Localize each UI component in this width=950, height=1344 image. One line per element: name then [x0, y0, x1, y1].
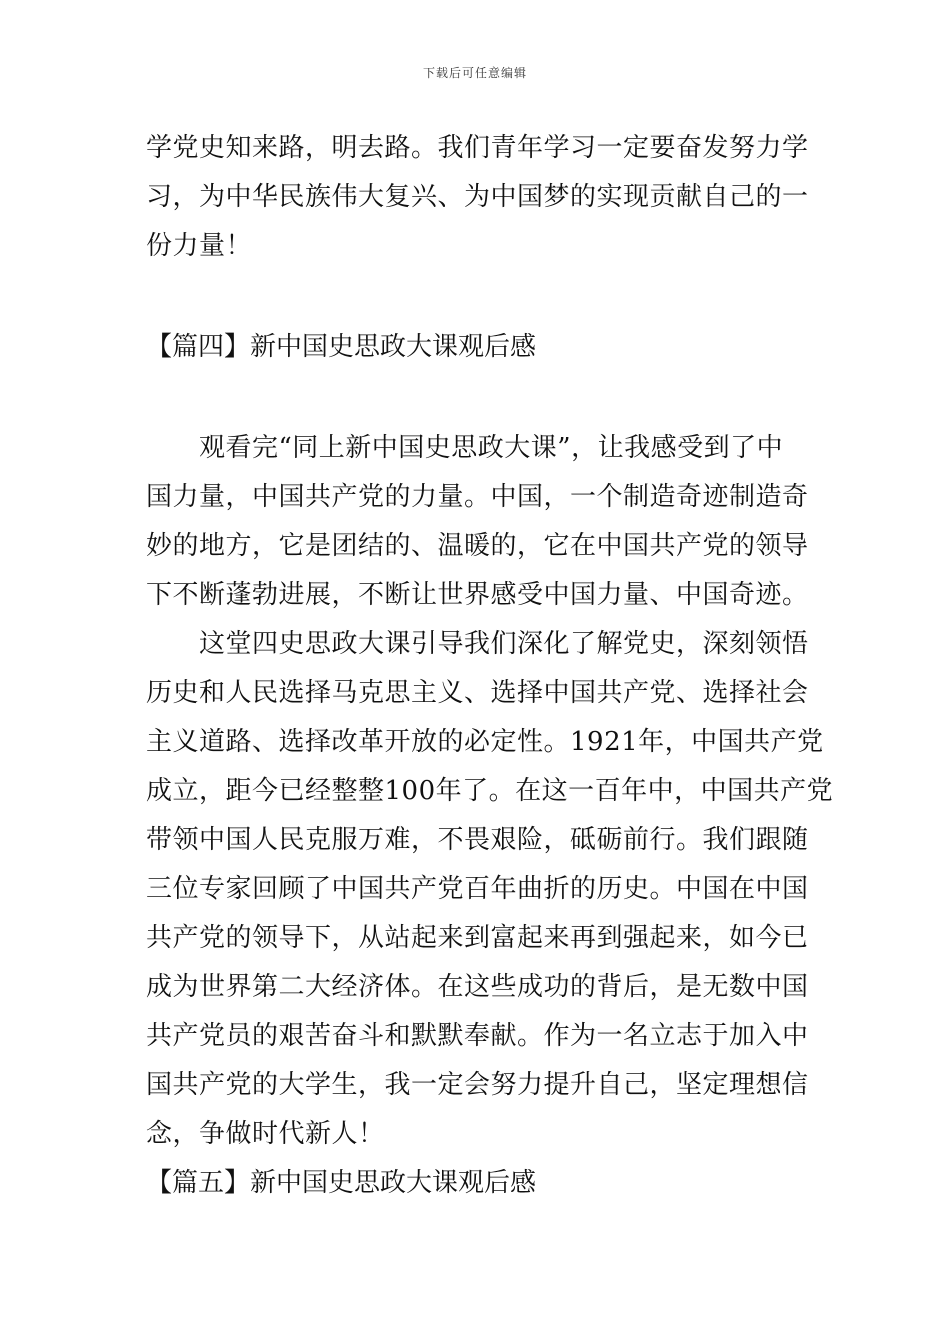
- paragraph-line: 三位专家回顾了中国共产党百年曲折的历史。中国在中国: [146, 874, 809, 904]
- paragraph-line: 份力量！: [146, 231, 253, 261]
- paragraph-line: 成为世界第二大经济体。在这些成功的背后，是无数中国: [146, 972, 809, 1002]
- paragraph-line: 念，争做时代新人！: [146, 1119, 385, 1149]
- section-5-title: 【篇五】新中国史思政大课观后感: [146, 1168, 537, 1198]
- paragraph-line: 国力量，中国共产党的力量。中国，一个制造奇迹制造奇: [146, 482, 809, 512]
- section-4-paragraph-1: [146, 424, 809, 620]
- paragraph-line: 共产党的领导下，从站起来到富起来再到强起来，如今已: [146, 923, 809, 953]
- section-4-paragraph-2: [146, 620, 834, 1159]
- section-4-title: 【篇四】新中国史思政大课观后感: [146, 332, 537, 362]
- paragraph-line: 这堂四史思政大课引导我们深化了解党史，深刻领悟: [146, 629, 809, 659]
- paragraph-line: 主义道路、选择改革开放的必定性。1921年，中国共产党: [146, 727, 824, 757]
- paragraph-line: 历史和人民选择马克思主义、选择中国共产党、选择社会: [146, 678, 809, 708]
- paragraph-line: 下不断蓬勃进展，不断让世界感受中国力量、中国奇迹。: [146, 580, 809, 610]
- paragraph-line: 观看完“同上新中国史思政大课”，让我感受到了中: [146, 433, 784, 463]
- paragraph-line: 习，为中华民族伟大复兴、为中国梦的实现贡献自己的一: [146, 182, 809, 212]
- header-note: 下载后可任意编辑: [422, 66, 527, 80]
- paragraph-line: 妙的地方，它是团结的、温暖的，它在中国共产党的领导: [146, 531, 809, 561]
- document-body: [146, 124, 834, 1208]
- paragraph-line: 带领中国人民克服万难，不畏艰险，砥砺前行。我们跟随: [146, 825, 809, 855]
- paragraph-line: 学党史知来路，明去路。我们青年学习一定要奋发努力学: [146, 133, 809, 163]
- paragraph-1: [146, 124, 809, 271]
- paragraph-line: 共产党员的艰苦奋斗和默默奉献。作为一名立志于加入中: [146, 1021, 809, 1051]
- paragraph-line: 成立，距今已经整整100年了。在这一百年中，中国共产党: [146, 776, 834, 806]
- paragraph-line: 国共产党的大学生，我一定会努力提升自己，坚定理想信: [146, 1070, 809, 1100]
